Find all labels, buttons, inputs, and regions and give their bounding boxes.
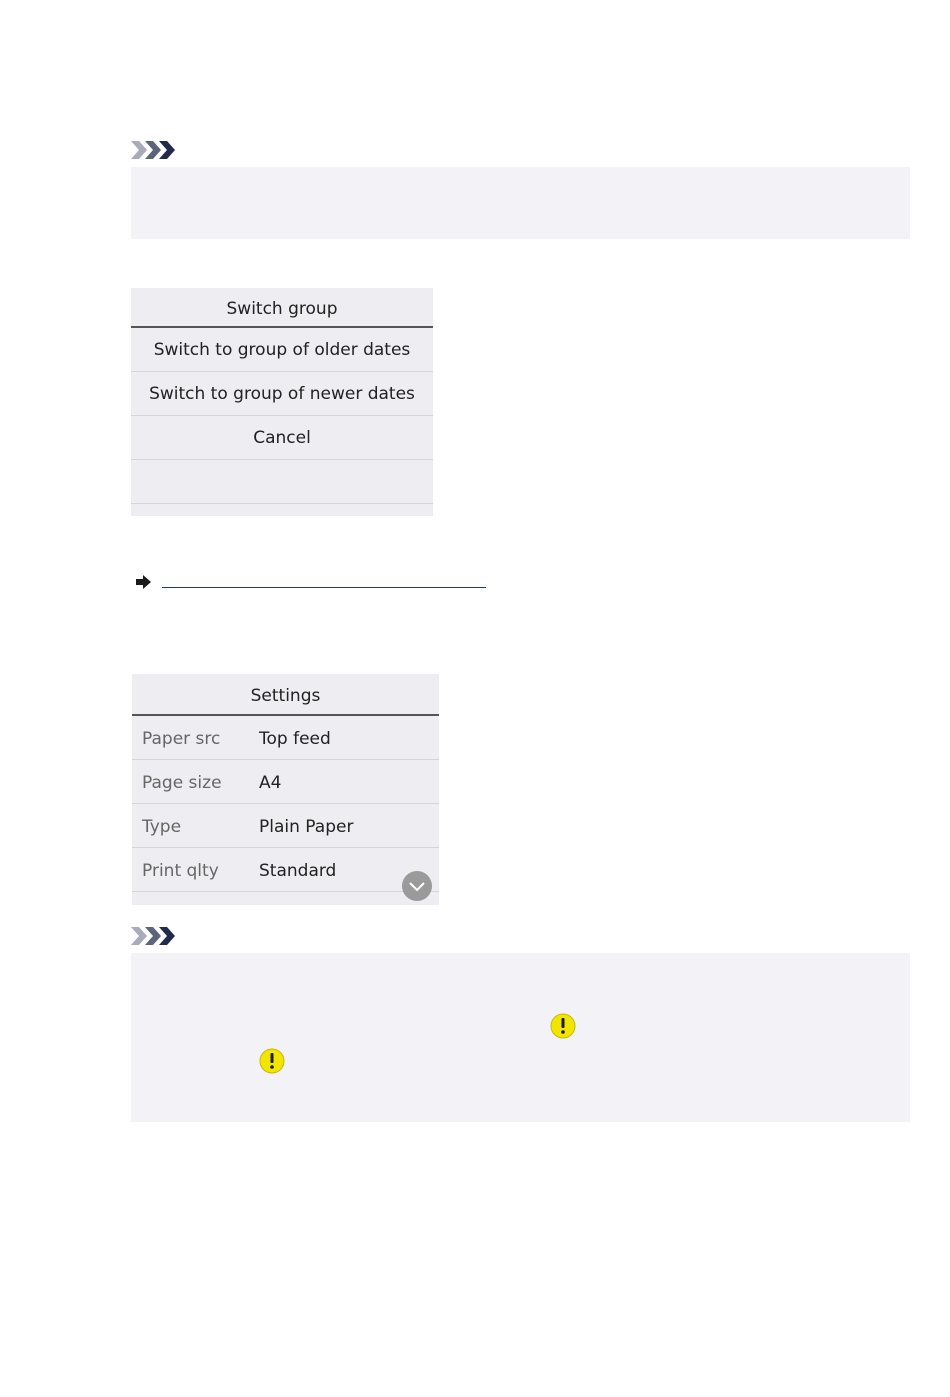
setting-value: A4 xyxy=(259,773,282,793)
switch-group-title: Switch group xyxy=(131,288,433,328)
link[interactable] xyxy=(162,587,486,588)
note-icon xyxy=(131,926,177,946)
empty-row xyxy=(131,460,433,504)
scroll-down-button[interactable] xyxy=(402,871,432,901)
setting-label: Page size xyxy=(142,773,222,793)
warning-icon xyxy=(259,1048,285,1074)
settings-row[interactable] xyxy=(132,716,439,760)
setting-value: Standard xyxy=(259,861,337,881)
switch-group-dialog xyxy=(131,288,433,516)
setting-label: Type xyxy=(142,817,182,837)
setting-label: Print qlty xyxy=(142,861,219,881)
switch-older-dates-button[interactable]: Switch to group of older dates xyxy=(131,328,433,372)
setting-label: Paper src xyxy=(142,729,221,749)
settings-row[interactable] xyxy=(132,760,439,804)
note-box xyxy=(131,167,910,239)
warning-icon xyxy=(550,1013,576,1039)
settings-panel xyxy=(132,674,439,905)
note-box xyxy=(131,953,910,1122)
cancel-button[interactable]: Cancel xyxy=(131,416,433,460)
setting-value: Top feed xyxy=(259,729,331,749)
chevron-down-icon xyxy=(402,871,432,901)
note-icon xyxy=(131,140,177,160)
settings-row[interactable] xyxy=(132,804,439,848)
setting-value: Plain Paper xyxy=(259,817,354,837)
settings-title: Settings xyxy=(132,674,439,716)
arrow-right-icon xyxy=(136,574,152,588)
settings-row[interactable] xyxy=(132,848,439,892)
switch-newer-dates-button[interactable]: Switch to group of newer dates xyxy=(131,372,433,416)
